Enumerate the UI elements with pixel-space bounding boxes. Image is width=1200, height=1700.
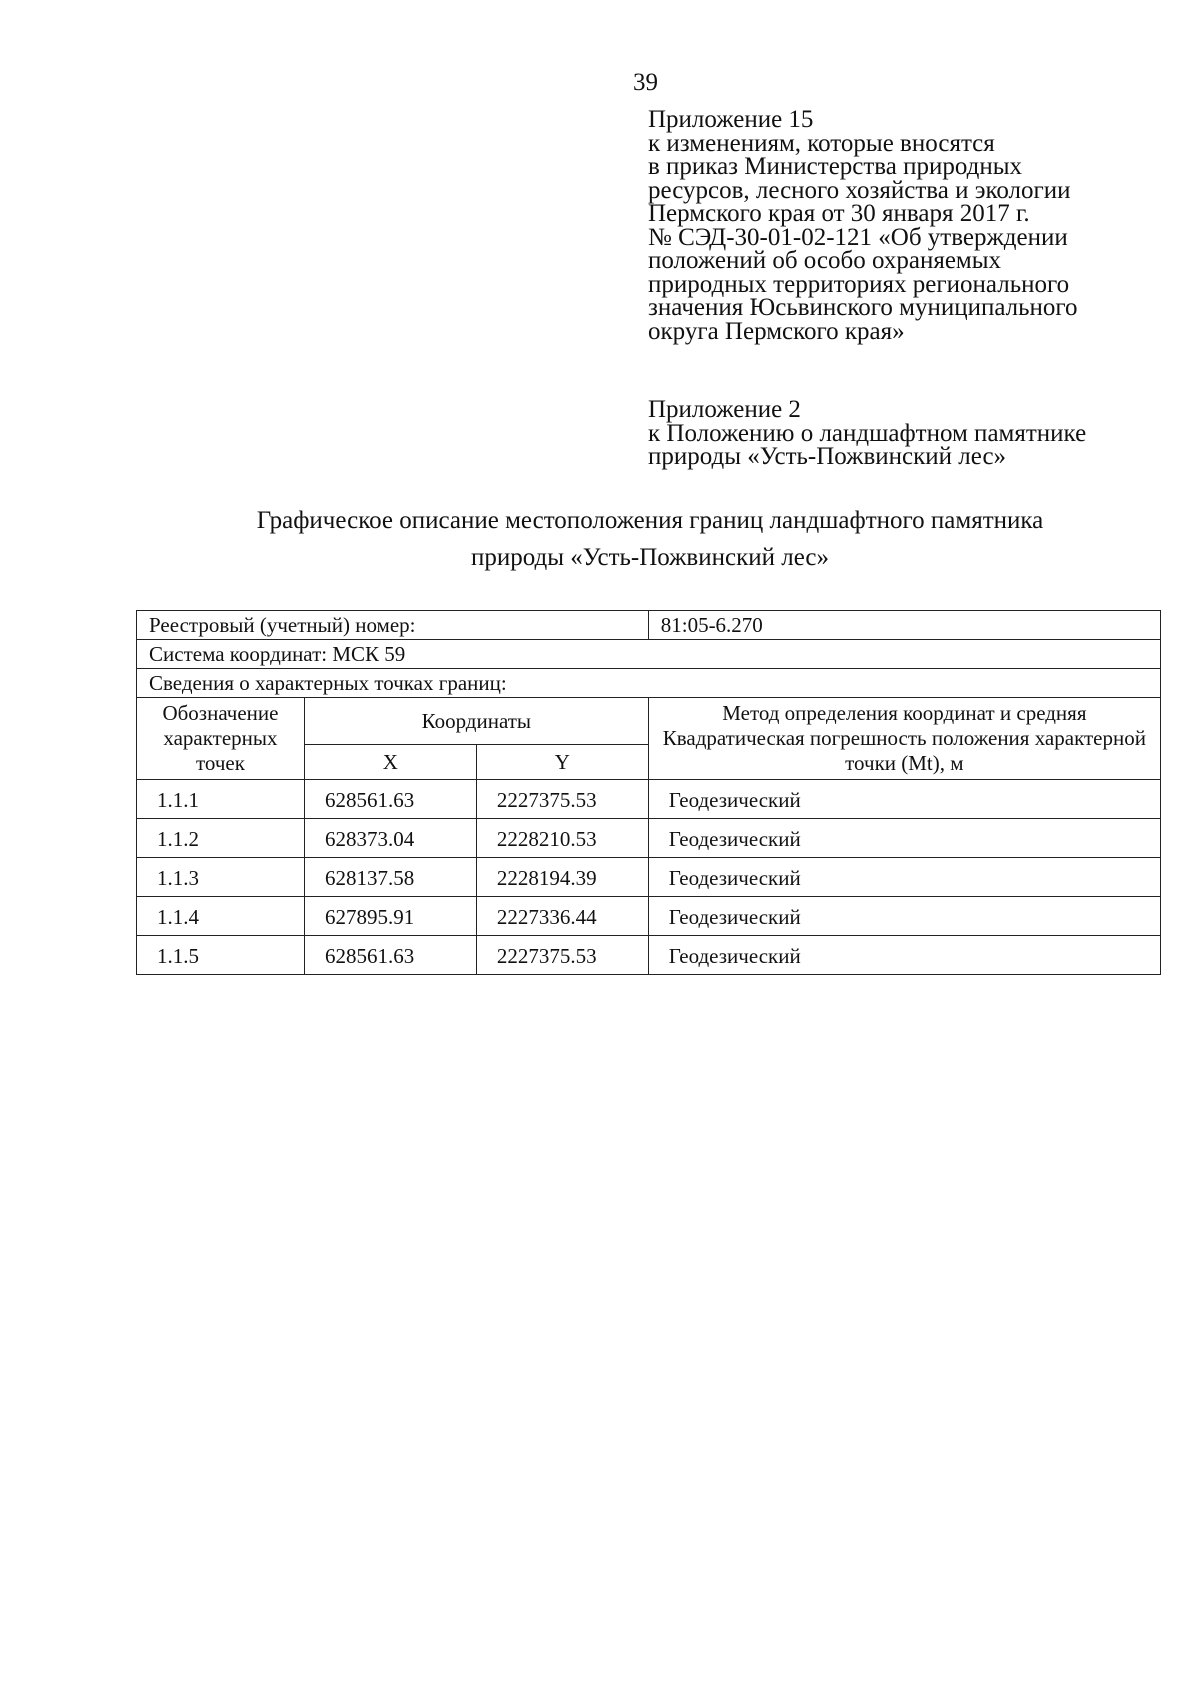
boundary-points-table <box>136 610 1161 975</box>
table-row <box>137 897 1161 936</box>
point-x: 628561.63 <box>304 780 476 819</box>
appendix-15-block <box>648 108 1188 343</box>
appendix-2-line: к Положению о ландшафтном памятнике <box>648 419 1087 447</box>
point-y: 2227336.44 <box>476 897 648 936</box>
document-title-line-1: Графическое описание местоположения границ ландшафтного памятника <box>256 507 1044 534</box>
header-method: Метод определения координат и средняя Квадратическая погрешность положения характерной точки (Mt), м <box>648 698 1160 780</box>
page-number: 39 <box>633 69 658 96</box>
header-y: Y <box>476 745 648 780</box>
points-info-row <box>137 669 1161 698</box>
table-row <box>137 936 1161 975</box>
appendix-15-line: № СЭД-30-01-02-121 «Об утверждении <box>648 223 1068 251</box>
point-method: Геодезический <box>648 780 1160 819</box>
point-x: 627895.91 <box>304 897 476 936</box>
appendix-15-line: ресурсов, лесного хозяйства и экологии <box>648 176 1071 204</box>
point-method: Геодезический <box>648 819 1160 858</box>
registry-value: 81:05-6.270 <box>648 611 1160 640</box>
point-x: 628373.04 <box>304 819 476 858</box>
table-header-row <box>137 698 1161 745</box>
point-method: Геодезический <box>648 858 1160 897</box>
points-info: Сведения о характерных точках границ: <box>137 669 1161 698</box>
point-y: 2228210.53 <box>476 819 648 858</box>
point-id: 1.1.1 <box>137 780 305 819</box>
appendix-15-line: к изменениям, которые вносятся <box>648 129 995 157</box>
point-y: 2228194.39 <box>476 858 648 897</box>
coord-system-row <box>137 640 1161 669</box>
point-x: 628561.63 <box>304 936 476 975</box>
point-y: 2227375.53 <box>476 780 648 819</box>
appendix-15-line: положений об особо охраняемых <box>648 247 1002 274</box>
point-id: 1.1.2 <box>137 819 305 858</box>
point-id: 1.1.5 <box>137 936 305 975</box>
table-row <box>137 780 1161 819</box>
header-coordinates: Координаты <box>304 698 648 745</box>
appendix-15-line: Пермского края от 30 января 2017 г. <box>648 200 1030 227</box>
point-id: 1.1.4 <box>137 897 305 936</box>
appendix-15-line: округа Пермского края» <box>648 317 905 345</box>
registry-row <box>137 611 1161 640</box>
point-y: 2227375.53 <box>476 936 648 975</box>
point-method: Геодезический <box>648 897 1160 936</box>
appendix-2-line: природы «Усть-Пожвинский лес» <box>648 443 1007 470</box>
document-title <box>100 502 1200 576</box>
table-row <box>137 858 1161 897</box>
appendix-15-line: значения Юсьвинского муниципального <box>648 294 1078 321</box>
appendix-15-line: природных территориях регионального <box>648 270 1070 298</box>
appendix-15-line: Приложение 15 <box>648 106 814 133</box>
appendix-2-block <box>648 398 1188 469</box>
registry-label: Реестровый (учетный) номер: <box>137 611 649 640</box>
coord-system: Система координат: МСК 59 <box>137 640 1161 669</box>
header-designation: Обозначение характерных точек <box>137 698 305 780</box>
header-x: X <box>304 745 476 780</box>
point-id: 1.1.3 <box>137 858 305 897</box>
table-row <box>137 819 1161 858</box>
appendix-15-line: в приказ Министерства природных <box>648 153 1023 180</box>
appendix-2-line: Приложение 2 <box>648 396 801 423</box>
document-title-line-2: природы «Усть-Пожвинский лес» <box>470 544 830 571</box>
point-x: 628137.58 <box>304 858 476 897</box>
point-method: Геодезический <box>648 936 1160 975</box>
